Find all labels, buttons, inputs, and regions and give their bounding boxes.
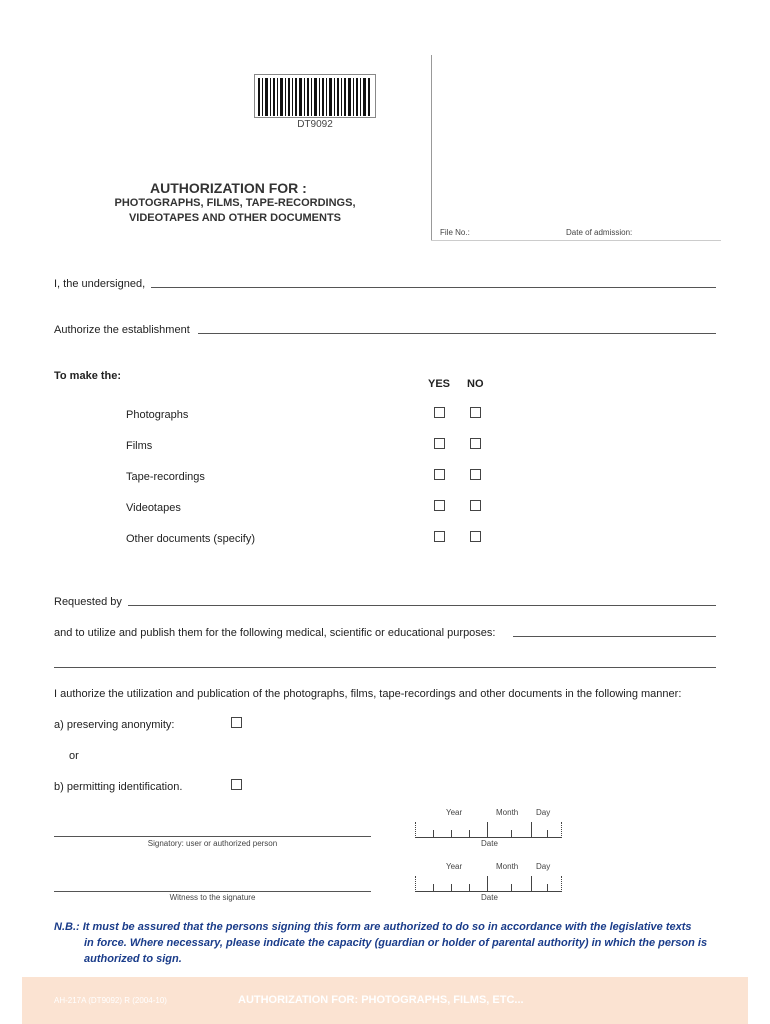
sig1-date-field[interactable]: [415, 822, 562, 838]
sig2-date-left-edge: [415, 876, 416, 892]
sig2-day-label: Day: [536, 862, 551, 871]
item-tape-recordings-label: Tape-recordings: [126, 471, 205, 483]
sig1-month-label: Month: [496, 808, 519, 817]
permitting-identification-checkbox[interactable]: [231, 779, 242, 790]
sig1-tick-1: [433, 830, 434, 837]
sig2-tick-2: [451, 884, 452, 891]
videotapes-yes-checkbox[interactable]: [434, 500, 445, 511]
nb-note-line-2: in force. Where necessary, please indicate the capacity (guardian or holder of parental authority) in which the person is: [84, 937, 708, 949]
sig1-year-label: Year: [446, 808, 463, 817]
sig1-tick-6: [531, 822, 532, 838]
sig1-day-label: Day: [536, 808, 551, 817]
signatory-line[interactable]: [54, 836, 371, 837]
or-label: or: [69, 750, 79, 762]
manner-statement: I authorize the utilization and publication of the photographs, films, tape-recordings and other documents in the following manner:: [54, 688, 682, 700]
photographs-yes-checkbox[interactable]: [434, 407, 445, 418]
barcode-bars: [256, 76, 374, 116]
page-title: AUTHORIZATION FOR :: [150, 180, 307, 196]
witness-label: Witness to the signature: [169, 893, 256, 902]
undersigned-field[interactable]: [151, 287, 716, 288]
sig2-date-baseline: [415, 891, 562, 892]
sig1-tick-5: [511, 830, 512, 837]
item-videotapes-label: Videotapes: [126, 502, 181, 514]
sig2-tick-5: [511, 884, 512, 891]
sig2-month-label: Month: [496, 862, 519, 871]
sig2-date-right-edge: [561, 876, 562, 892]
films-yes-checkbox[interactable]: [434, 438, 445, 449]
sig1-tick-4: [487, 822, 488, 838]
videotapes-no-checkbox[interactable]: [470, 500, 481, 511]
witness-line[interactable]: [54, 891, 371, 892]
sig1-tick-3: [469, 830, 470, 837]
purposes-field-line-2[interactable]: [54, 667, 716, 668]
subtitle-line-2: VIDEOTAPES AND OTHER DOCUMENTS: [128, 212, 342, 224]
sig2-tick-3: [469, 884, 470, 891]
footer-band: [22, 977, 748, 1024]
photographs-no-checkbox[interactable]: [470, 407, 481, 418]
date-of-admission-label: Date of admission:: [566, 228, 633, 237]
tape-recordings-yes-checkbox[interactable]: [434, 469, 445, 480]
subtitle-line-1: PHOTOGRAPHS, FILMS, TAPE-RECORDINGS,: [114, 197, 356, 209]
item-other-documents-label: Other documents (specify): [126, 533, 255, 545]
sig1-date-left-edge: [415, 822, 416, 838]
sig2-tick-1: [433, 884, 434, 891]
other-documents-yes-checkbox[interactable]: [434, 531, 445, 542]
sig1-date-label: Date: [481, 839, 498, 848]
other-documents-no-checkbox[interactable]: [470, 531, 481, 542]
preserving-anonymity-checkbox[interactable]: [231, 717, 242, 728]
establishment-label: Authorize the establishment: [54, 324, 190, 336]
no-header: NO: [467, 378, 484, 390]
to-make-label: To make the:: [54, 370, 122, 382]
sig2-date-field[interactable]: [415, 876, 562, 892]
yes-header: YES: [428, 378, 451, 390]
admin-box-bottom-line: [431, 240, 721, 241]
sig1-date-baseline: [415, 837, 562, 838]
nb-note-line-1: N.B.: It must be assured that the persons signing this form are authorized to do so in accordance with the legislative texts: [54, 921, 692, 933]
purposes-field[interactable]: [513, 636, 716, 637]
item-films-label: Films: [126, 440, 153, 452]
sig2-tick-7: [547, 884, 548, 891]
admin-box-border: [431, 55, 432, 240]
nb-note-line-3: authorized to sign.: [84, 953, 182, 965]
sig2-tick-6: [531, 876, 532, 892]
signatory-label: Signatory: user or authorized person: [147, 839, 278, 848]
option-b-label: b) permitting identification.: [54, 781, 183, 793]
requested-by-field[interactable]: [128, 605, 716, 606]
sig2-date-label: Date: [481, 893, 498, 902]
purposes-label: and to utilize and publish them for the following medical, scientific or educational purposes:: [54, 627, 496, 639]
item-photographs-label: Photographs: [126, 409, 189, 421]
sig2-year-label: Year: [446, 862, 463, 871]
footer-form-code: AH-217A (DT9092) R (2004-10): [54, 996, 167, 1005]
footer-title: AUTHORIZATION FOR: PHOTOGRAPHS, FILMS, ETC...: [238, 994, 524, 1006]
barcode-code: DT9092: [297, 119, 333, 130]
films-no-checkbox[interactable]: [470, 438, 481, 449]
option-a-label: a) preserving anonymity:: [54, 719, 175, 731]
requested-by-label: Requested by: [54, 596, 122, 608]
sig1-tick-7: [547, 830, 548, 837]
sig1-date-right-edge: [561, 822, 562, 838]
sig2-tick-4: [487, 876, 488, 892]
tape-recordings-no-checkbox[interactable]: [470, 469, 481, 480]
undersigned-label: I, the undersigned,: [54, 278, 146, 290]
establishment-field[interactable]: [198, 333, 716, 334]
sig1-tick-2: [451, 830, 452, 837]
barcode: [254, 74, 376, 118]
file-no-label: File No.:: [440, 228, 470, 237]
